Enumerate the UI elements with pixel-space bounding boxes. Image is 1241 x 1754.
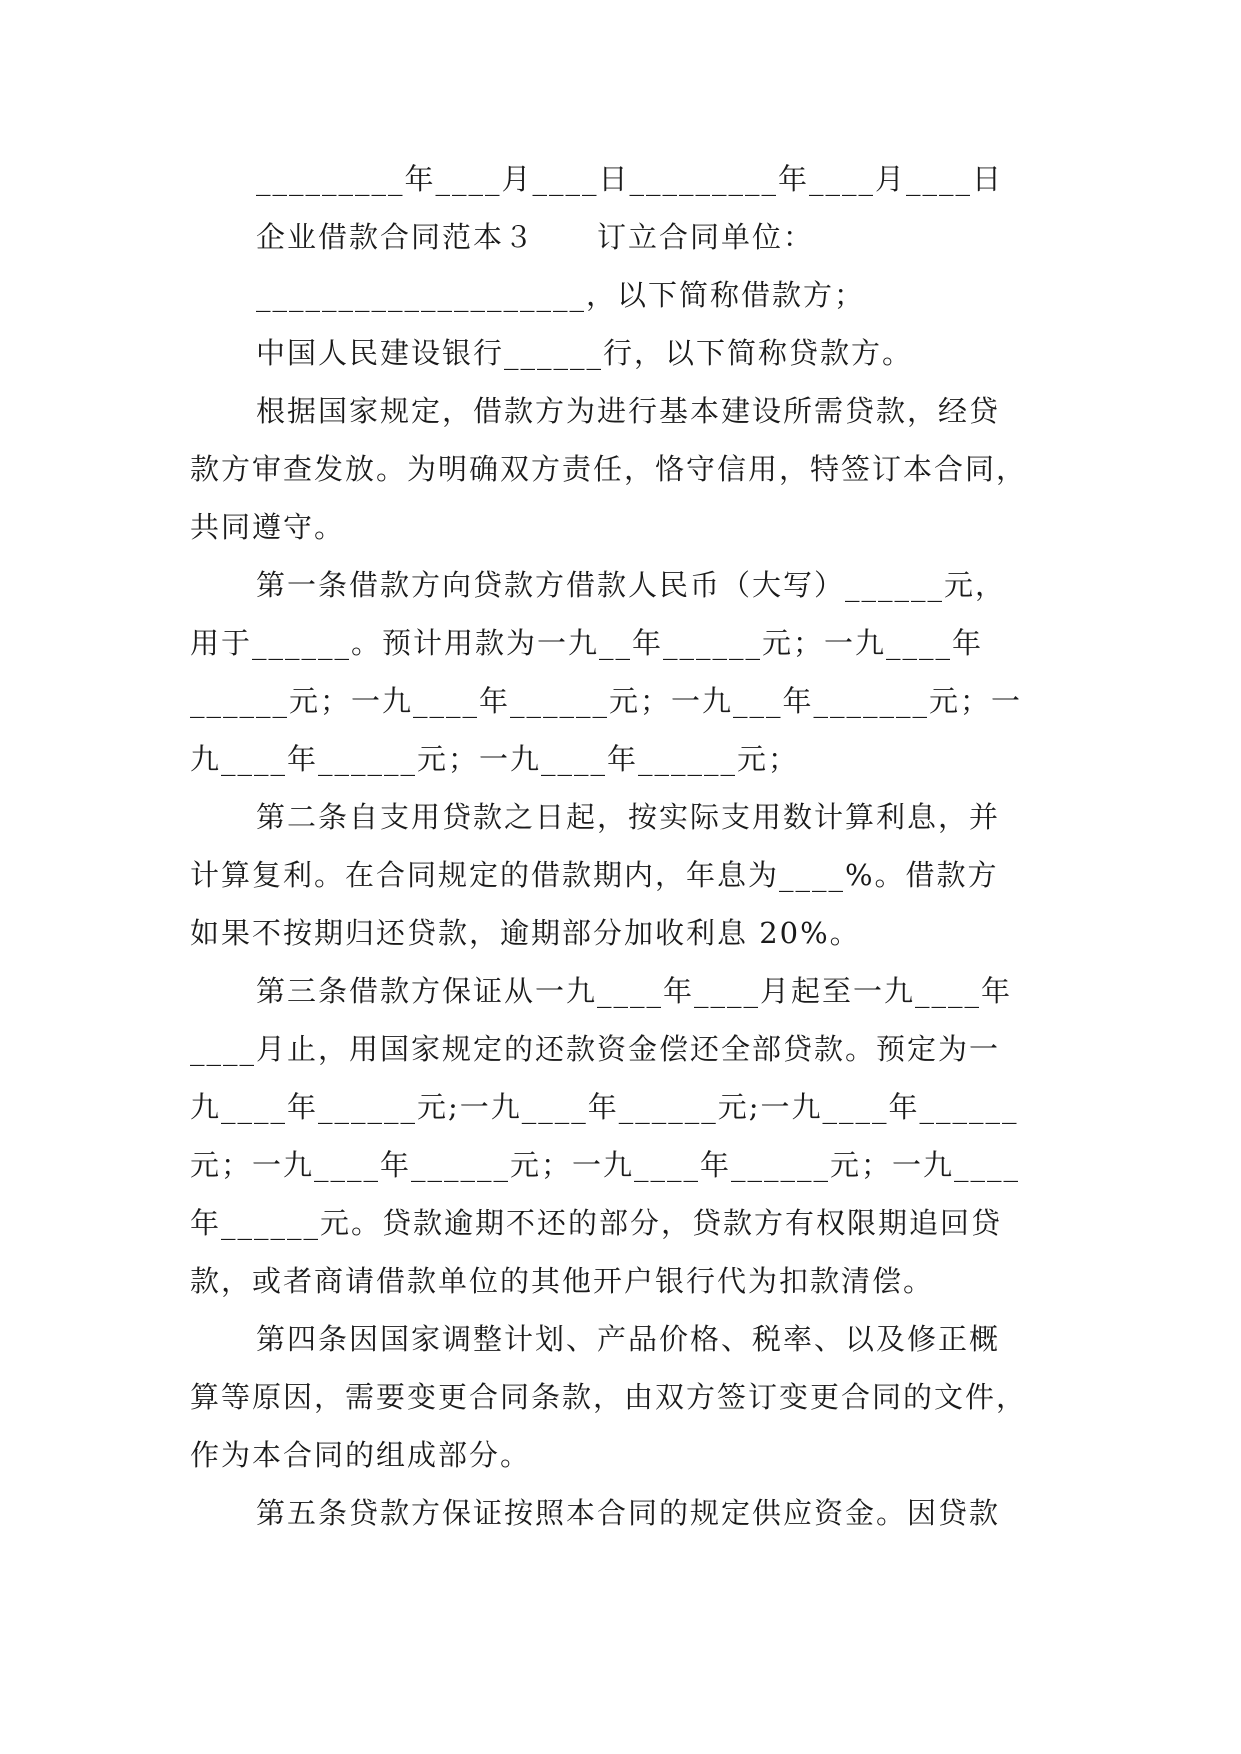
- article-3-line-2: ____月止，用国家规定的还款资金偿还全部贷款。预定为一: [190, 1032, 1001, 1066]
- article-1-line-2: 用于______。预计用款为一九__年______元；一九____年: [190, 626, 984, 660]
- preamble-line-1: 根据国家规定，借款方为进行基本建设所需贷款，经贷: [256, 394, 1001, 428]
- article-2-line-1: 第二条自支用贷款之日起，按实际支用数计算利息，并: [256, 800, 1001, 834]
- article-5-line-1: 第五条贷款方保证按照本合同的规定供应资金。因贷款: [256, 1496, 1001, 1530]
- document-body: [190, 150, 1052, 1542]
- lender-line: 中国人民建设银行______行，以下简称贷款方。: [256, 336, 914, 370]
- article-3-line-1: 第三条借款方保证从一九____年____月起至一九____年: [256, 974, 1013, 1008]
- article-2-line-3: 如果不按期归还贷款，逾期部分加收利息 20%。: [190, 916, 861, 950]
- article-1-line-1: 第一条借款方向贷款方借款人民币（大写）______元，: [256, 568, 1007, 602]
- article-3-line-3: 九____年______元;一九____年______元;一九____年______: [190, 1090, 1019, 1124]
- article-4-line-2: 算等原因，需要变更合同条款，由双方签订变更合同的文件，: [190, 1380, 1028, 1414]
- article-4-line-3: 作为本合同的组成部分。: [190, 1438, 532, 1472]
- date-line: _________年____月____日_________年____月____日: [256, 162, 1004, 196]
- article-3-line-6: 款，或者商请借款单位的其他开户银行代为扣款清偿。: [190, 1264, 935, 1298]
- article-2-line-2: 计算复利。在合同规定的借款期内，年息为____%。借款方: [190, 858, 999, 892]
- article-3-line-4: 元；一九____年______元；一九____年______元；一九____: [190, 1148, 1021, 1182]
- article-3-line-5: 年______元。贷款逾期不还的部分，贷款方有权限期追回贷: [190, 1206, 1003, 1240]
- article-4-line-1: 第四条因国家调整计划、产品价格、税率、以及修正概: [256, 1322, 1001, 1356]
- article-1-line-3: ______元；一九____年______元；一九___年_______元；一: [190, 684, 1023, 718]
- preamble-line-3: 共同遵守。: [190, 510, 346, 544]
- contract-title-line: 企业借款合同范本３ 订立合同单位：: [256, 220, 815, 254]
- borrower-line: ____________________，以下简称借款方；: [256, 278, 866, 312]
- article-1-line-4: 九____年______元；一九____年______元；: [190, 742, 800, 776]
- preamble-line-2: 款方审查发放。为明确双方责任，恪守信用，特签订本合同，: [190, 452, 1028, 486]
